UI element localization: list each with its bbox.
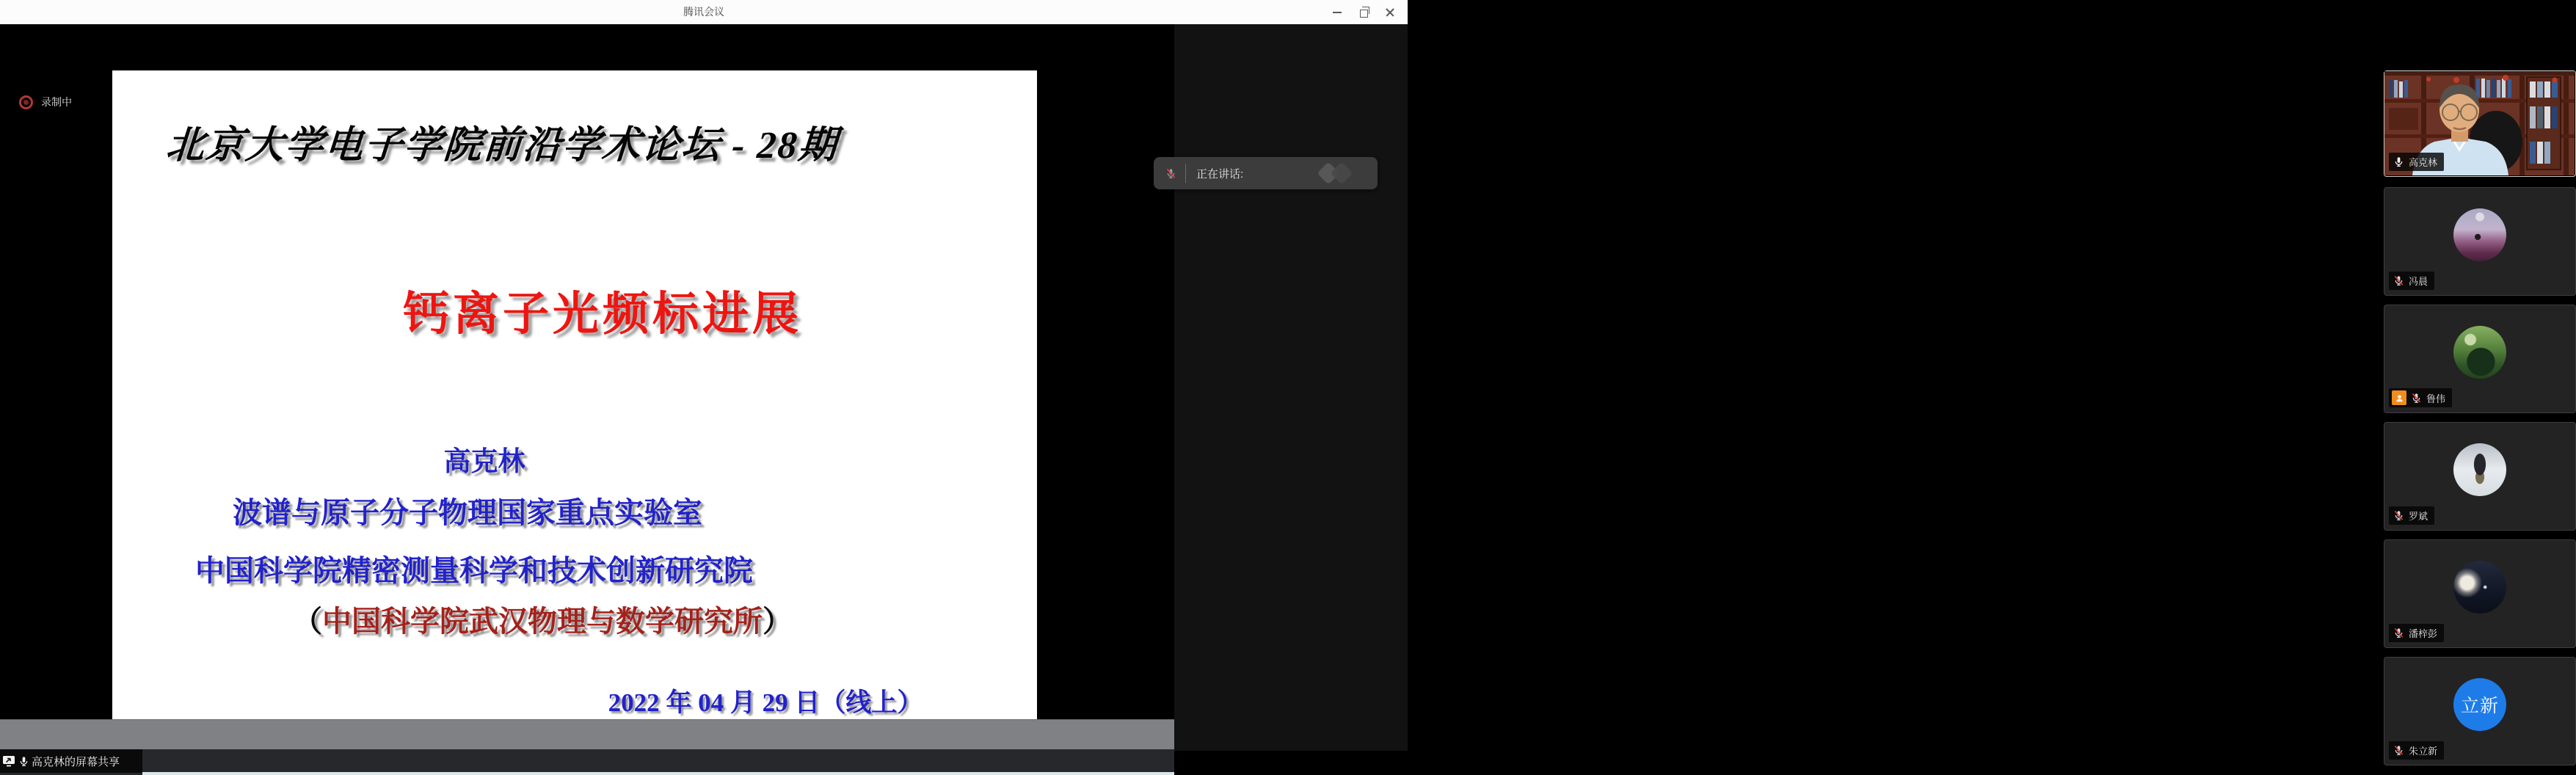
participant-name: 潘梓彭 bbox=[2409, 628, 2438, 639]
slide-former-institute-line bbox=[293, 605, 792, 638]
shared-screen-bottom-strip bbox=[0, 749, 1174, 775]
now-speaking-label: 正在讲话: bbox=[1196, 167, 1244, 181]
window-title: 腾讯会议 bbox=[683, 6, 724, 18]
participant-tile-zhulixin[interactable] bbox=[2384, 657, 2576, 765]
participant-tile-luwei[interactable] bbox=[2384, 305, 2576, 413]
shared-screen-scrollbar[interactable] bbox=[0, 719, 1174, 750]
video-tile-gaokelin[interactable] bbox=[2384, 70, 2576, 177]
name-chip bbox=[2389, 741, 2444, 760]
mic-muted-icon bbox=[2393, 627, 2404, 638]
close-icon bbox=[1386, 8, 1394, 17]
minimize-icon bbox=[1333, 12, 1342, 13]
host-badge-icon bbox=[2392, 390, 2406, 405]
minimize-button[interactable] bbox=[1324, 0, 1350, 24]
participant-tile-fengchen[interactable] bbox=[2384, 187, 2576, 296]
mic-muted-icon bbox=[1165, 168, 1176, 179]
name-chip bbox=[2389, 153, 2444, 171]
paren-close: ） bbox=[763, 605, 792, 638]
paren-open: （ bbox=[293, 605, 322, 638]
slide-date-line: 2022 年 04 月 29 日（线上） bbox=[608, 688, 923, 717]
divider bbox=[1185, 164, 1186, 183]
mic-icon bbox=[18, 756, 29, 767]
now-speaking-bar[interactable] bbox=[1154, 157, 1378, 189]
mic-muted-icon bbox=[2393, 275, 2404, 286]
presentation-slide bbox=[112, 70, 1037, 719]
shared-taskbar-edge bbox=[142, 772, 1174, 775]
slide-speaker: 高克林 bbox=[443, 446, 525, 476]
participant-tile-luobin[interactable] bbox=[2384, 422, 2576, 531]
avatar-initials bbox=[2453, 678, 2506, 731]
participant-name: 高克林 bbox=[2409, 157, 2438, 168]
screen-share-banner-label: 高克林的屏幕共享 bbox=[32, 755, 120, 768]
name-chip bbox=[2389, 272, 2434, 290]
name-chip bbox=[2389, 624, 2444, 642]
name-chip bbox=[2389, 388, 2452, 407]
participant-tile-panzipeng[interactable] bbox=[2384, 539, 2576, 648]
close-button[interactable] bbox=[1377, 0, 1403, 24]
meeting-logo-icon bbox=[1316, 164, 1357, 183]
avatar-initials-text: 立新 bbox=[2460, 696, 2499, 716]
restore-icon bbox=[1360, 10, 1368, 18]
slide-lab-line: 波谱与原子分子物理国家重点实验室 bbox=[233, 497, 702, 529]
window-controls bbox=[1324, 0, 1403, 24]
screen-share-area bbox=[0, 24, 1174, 768]
slide-main-title: 钙离子光频标进展 bbox=[403, 288, 802, 340]
slide-institute-line: 中国科学院精密测量科学和技术创新研究院 bbox=[195, 555, 753, 587]
avatar-night-blossom bbox=[2453, 561, 2506, 614]
mic-muted-icon bbox=[2393, 510, 2404, 521]
participant-name: 鲁伟 bbox=[2426, 393, 2446, 404]
participants-sidebar bbox=[1174, 24, 2499, 757]
avatar-green-pond bbox=[2453, 326, 2506, 379]
mic-muted-icon bbox=[2411, 393, 2422, 404]
screen-share-banner bbox=[0, 749, 142, 773]
avatar-panda-moon bbox=[2453, 208, 2506, 261]
mic-muted-icon bbox=[2393, 745, 2404, 756]
slide-forum-title: 北京大学电子学院前沿学术论坛 - 28期 bbox=[164, 125, 840, 167]
name-chip bbox=[2389, 506, 2434, 525]
participant-name: 冯晨 bbox=[2409, 276, 2428, 287]
recording-label: 录制中 bbox=[41, 96, 72, 108]
mic-icon bbox=[2393, 156, 2404, 167]
titlebar bbox=[0, 0, 1408, 24]
participant-name: 朱立新 bbox=[2409, 746, 2438, 757]
avatar-person-plaza bbox=[2453, 443, 2506, 496]
record-dot-icon bbox=[19, 95, 33, 109]
screen-share-icon bbox=[2, 755, 16, 768]
former-institute-text: 中国科学院武汉物理与数学研究所 bbox=[322, 605, 763, 638]
recording-indicator bbox=[19, 95, 72, 109]
restore-button[interactable] bbox=[1350, 0, 1377, 24]
participant-name: 罗斌 bbox=[2409, 511, 2428, 522]
